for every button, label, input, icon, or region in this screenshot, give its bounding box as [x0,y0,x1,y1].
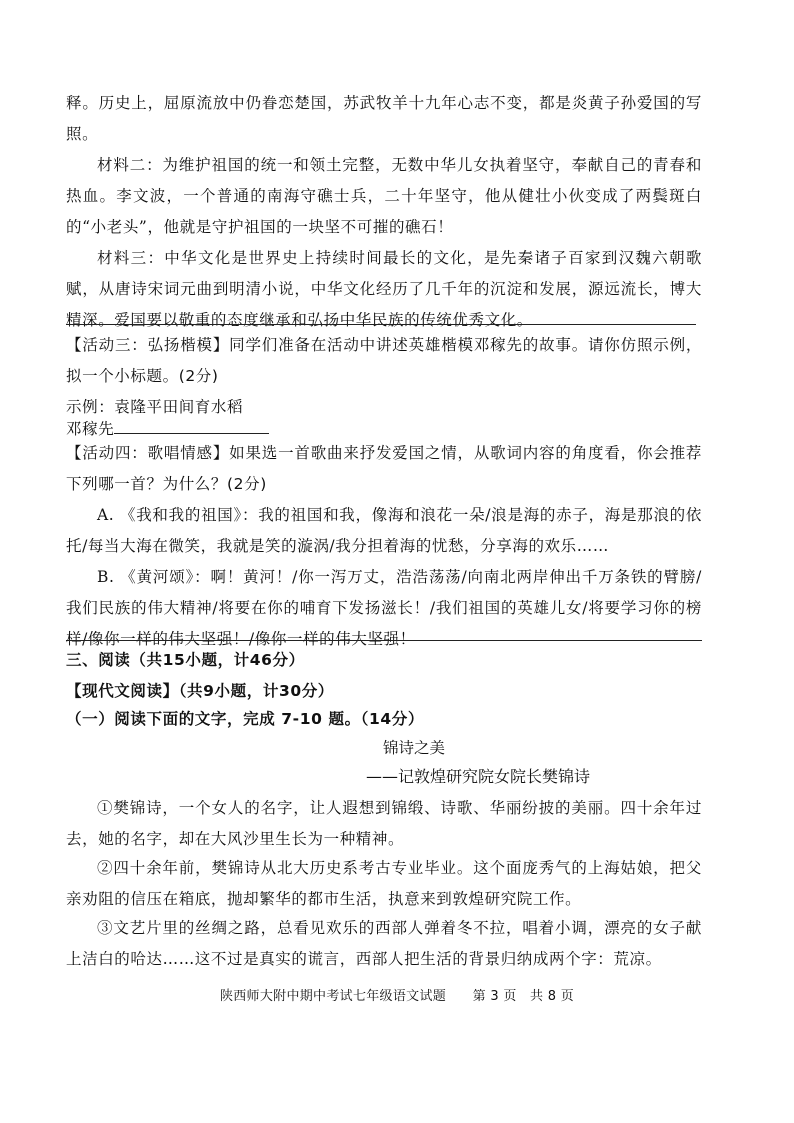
sub-heading-bracket: 【现代文阅读】 [66,682,179,700]
article-para-1: ①樊锦诗，一个女人的名字，让人遐想到锦缎、诗歌、华丽纷披的美丽。四十余年过去，她的名字，却在大风沙里生长为一种精神。 [66,799,702,848]
option-a: A. 《我和我的祖国》：我的祖国和我，像海和浪花一朵/浪是海的赤子，海是那浪的依托/每当大海在微笑，我就是笑的漩涡/我分担着海的忧愁，分享海的欢乐…… [66,506,702,555]
activity-four-prompt: 【活动四：歌唱情感】如果选一首歌曲来抒发爱国之情，从歌词内容的角度看，你会推荐下列哪一首？为什么？(2分) [66,444,702,493]
section-heading: 三、阅读（共15小题，计46分） [66,651,305,669]
article-title: 锦诗之美 [382,739,445,757]
material-two: 材料二：为维护祖国的统一和领土完整，无数中华儿女执着坚守，奉献自己的青春和热血。李文波，一个普通的南海守礁士兵，二十年坚守，他从健壮小伙变成了两鬓斑白的“小老头”，他就是守护祖国的一块坚不可摧的礁石！ [66,156,702,236]
sub-heading-rest: （共9小题，计30分） [178,682,334,700]
divider-line [66,640,702,641]
article-para-3: ③文艺片里的丝绸之路，总看见欢乐的西部人弹着冬不拉，唱着小调，漂亮的女子献上洁白的哈达……这不过是真实的谎言，西部人把生活的背景归纳成两个字：荒凉。 [66,919,702,968]
material-three: 材料三：中华文化是世界史上持续时间最长的文化，是先秦诸子百家到汉魏六朝歌赋，从唐诗宋词元曲到明清小说，中华文化经历了几千年的沉淀和发展，源远流长，博大精深。爱国要以敬重的态度继承和弘扬中华民族的传统优秀文化。 [66,249,702,329]
passage-intro: 释。历史上，屈原流放中仍眷恋楚国，苏武牧羊十九年心志不变，都是炎黄子孙爱国的写照。 [66,94,702,143]
answer-blank[interactable] [114,417,269,434]
activity-three-example: 示例：袁隆平田间育水稻 [66,398,244,416]
part-one-heading: （一）阅读下面的文字，完成 7-10 题。（14分） [66,710,425,728]
option-b: B. 《黄河颂》：啊！黄河！/你一泻万丈，浩浩荡荡/向南北两岸伸出千万条铁的臂膀/我们民族的伟大精神/将要在你的哺育下发扬滋长！/我们祖国的英雄儿女/将要学习你的榜样/像你一样的伟大坚强！/像你一样的伟大坚强！ [66,568,702,648]
article-subtitle: ——记敦煌研究院女院长樊锦诗 [365,767,590,786]
divider-line [66,324,696,325]
sub-heading [66,676,702,707]
answer-prefix: 邓稼先 [66,420,115,438]
activity-three-prompt: 【活动三：弘扬楷模】同学们准备在活动中讲述英雄楷模邓稼先的故事。请你仿照示例，拟一个小标题。(2分) [66,336,702,385]
article-para-2: ②四十余年前，樊锦诗从北大历史系考古专业毕业。这个面庞秀气的上海姑娘，把父亲劝阻的信压在箱底，抛却繁华的都市生活，执意来到敦煌研究院工作。 [66,859,702,908]
page-footer: 陕西师大附中期中考试七年级语文试题 第 3 页 共 8 页 [219,989,575,1004]
